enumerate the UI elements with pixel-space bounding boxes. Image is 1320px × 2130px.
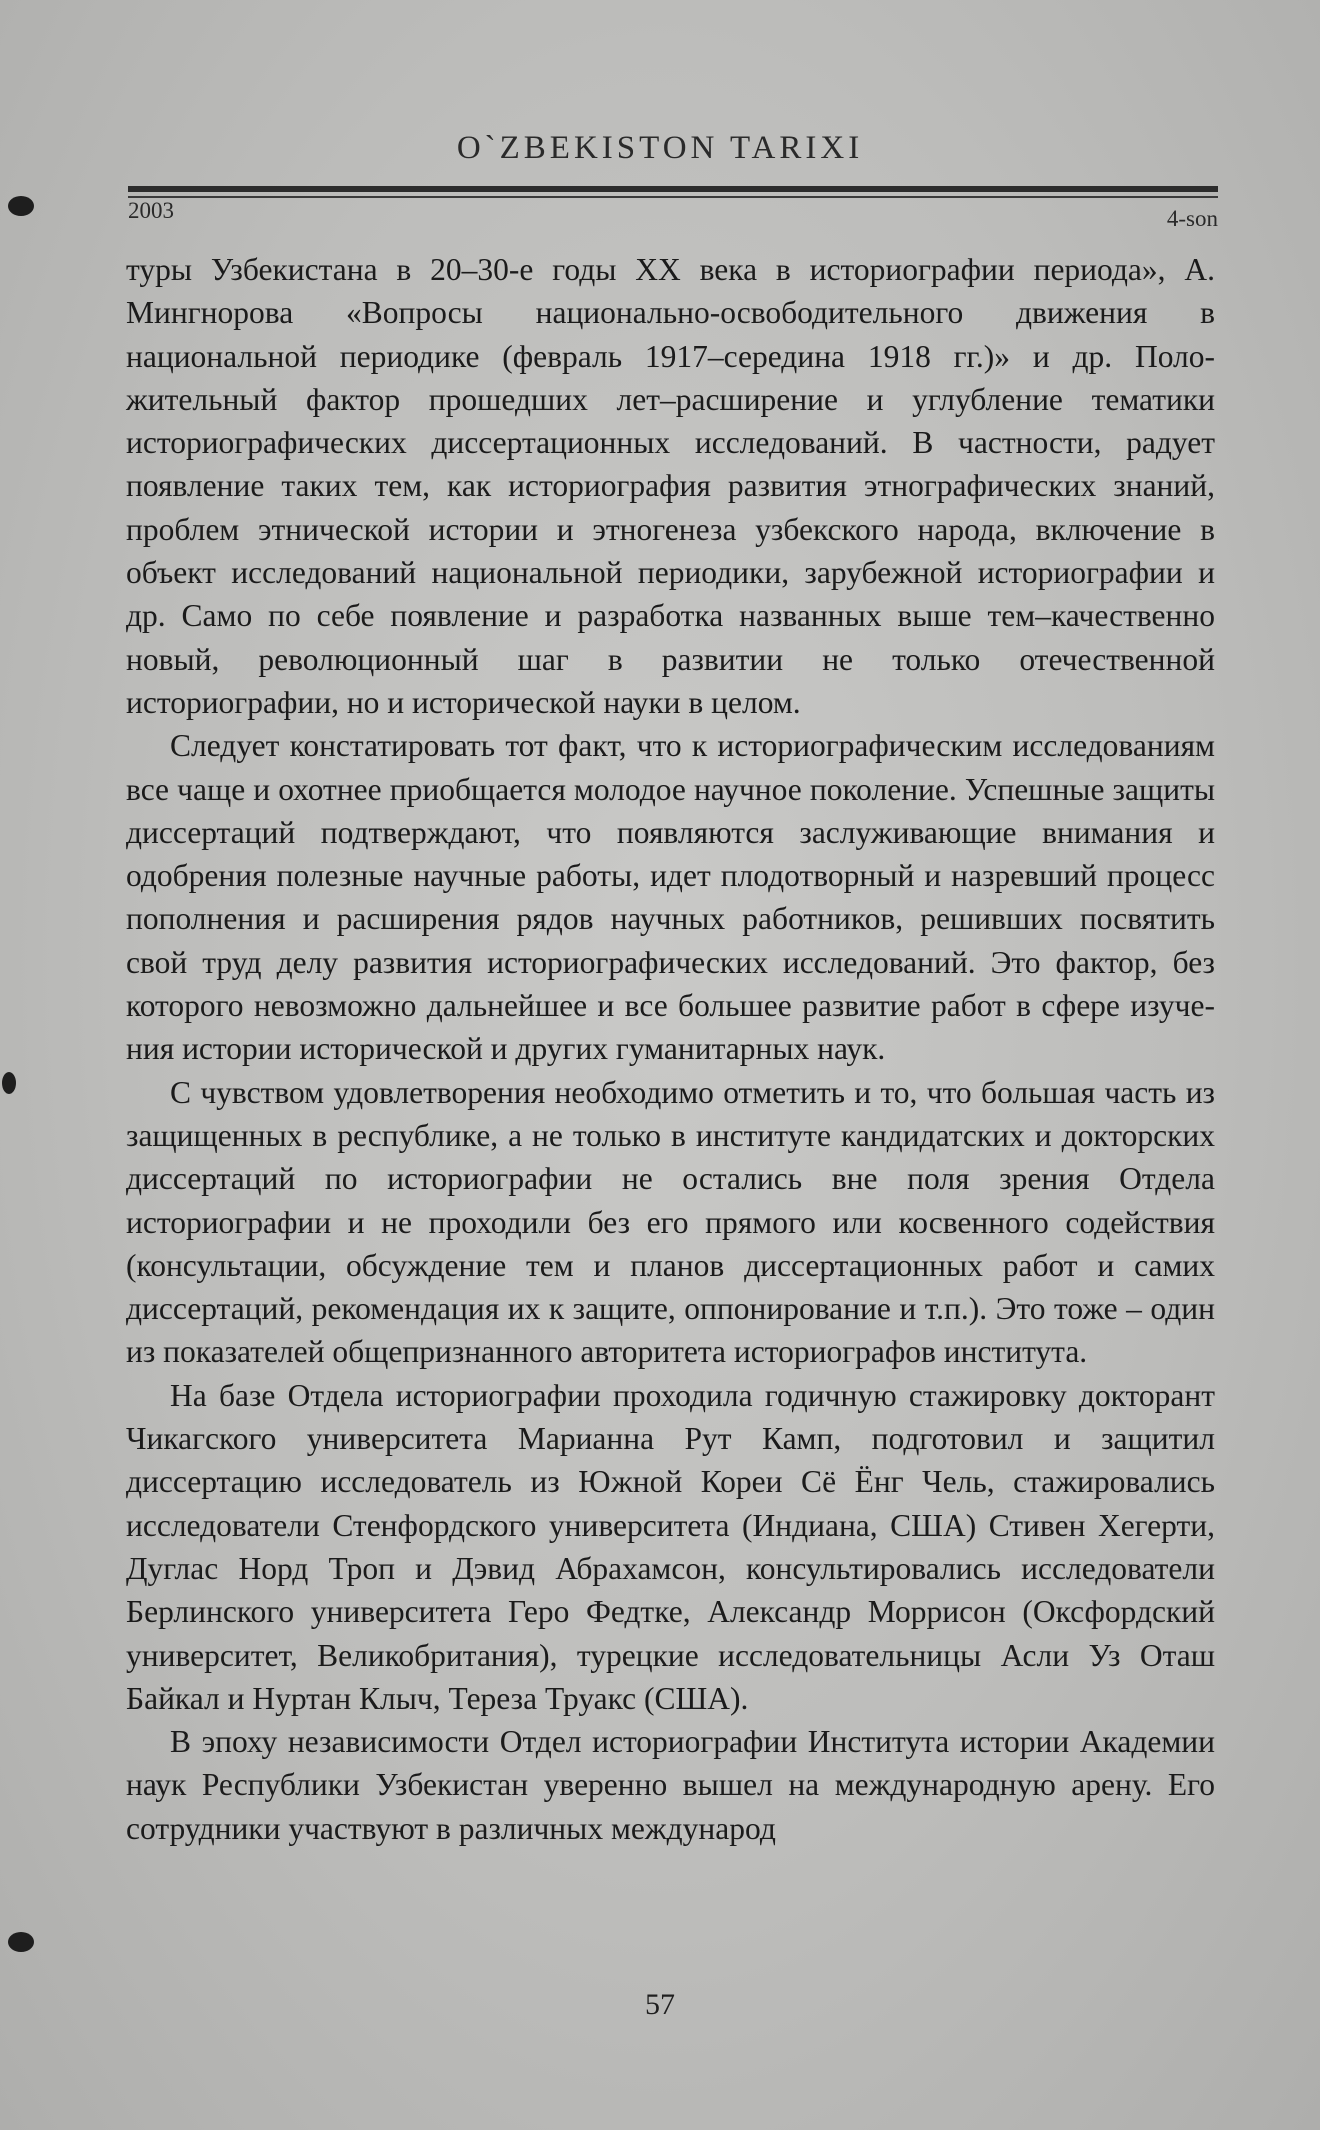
- punch-hole-bottom: [8, 1932, 34, 1952]
- paragraph-3: С чувством удовлетворения необходимо отметить и то, что большая часть из защищенных в республике, а не только в институте кандидатских и докторских диссертаций по историографии не остались вне поля зрения Отдела историографии и не проходили без его прямого или косвенного содействия (консультации, обсуждение тем и планов диссертационных работ и самих диссертаций, рекомендация их к защите, оппонирование и т.п.). Это тоже – один из показателей общепризнанного авторитета историографов института.: [126, 1074, 1215, 1370]
- article-body: [126, 248, 1215, 1850]
- page-number: 57: [645, 1988, 675, 2021]
- journal-title: O`ZBEKISTON TARIXI: [456, 130, 864, 166]
- issue-year: 2003: [128, 198, 174, 223]
- header-rule-thick: [128, 186, 1218, 192]
- header-rule-thin: [128, 196, 1218, 198]
- issue-number: 4-son: [1166, 206, 1218, 231]
- paragraph-4: На базе Отдела историографии проходила годичную стажировку докторант Чикагского университета Марианна Рут Камп, подготовил и защитил диссертацию исследователь из Южной Кореи Сё Ёнг Чель, стажировались исследователи Стенфордского университета (Индиана, США) Стивен Хегерти, Дуглас Норд Троп и Дэвид Абрахамсон, консультировались исследователи Берлинского университета Геро Федтке, Александр Моррисон (Оксфордский университет, Великобритания), турецкие исследовательницы Асли Уз Оташ Байкал и Нуртан Клыч, Тереза Труакс (США).: [126, 1377, 1215, 1716]
- paragraph-1: туры Узбекистана в 20–30-е годы XX века в историографии периода», А. Мингнорова «Вопросы национально-освободительного движения в национальной периодике (февраль 1917–середина 1918 гг.)» и др. Положительный фактор прошедших лет–расширение и углубление тематики историографических диссертационных исследований. В частности, радует появление таких тем, как историография развития этнографических знаний, проблем этнической истории и этногенеза узбекского народа, включение в объект исследований национальной периодики, зарубежной историографии и др. Само по себе появление и разработка названных выше тем–качественно новый, революционный шаг в развитии не только отечественной историографии, но и исторической науки в целом.: [126, 252, 1215, 720]
- punch-hole-top: [8, 196, 34, 216]
- punch-hole-middle: [2, 1072, 16, 1094]
- paragraph-5: В эпоху независимости Отдел историографии Института истории Академии наук Республики Узбекистан уверенно вышел на международную арену. Его сотрудники участвуют в различных международ: [126, 1724, 1215, 1846]
- paragraph-2: Следует констатировать тот факт, что к историографическим исследованиям все чаще и охотнее приобщается молодое научное поколение. Успешные защиты диссертаций подтверждают, что появляются заслуживающие внимания и одобрения полезные научные работы, идет плодотворный и назревший процесс пополнения и расширения рядов научных работников, решивших посвятить свой труд делу развития историографических исследований. Это фактор, без которого невозможно дальнейшее и все большее развитие работ в сфере изучения истории исторической и других гуманитарных наук.: [126, 728, 1215, 1067]
